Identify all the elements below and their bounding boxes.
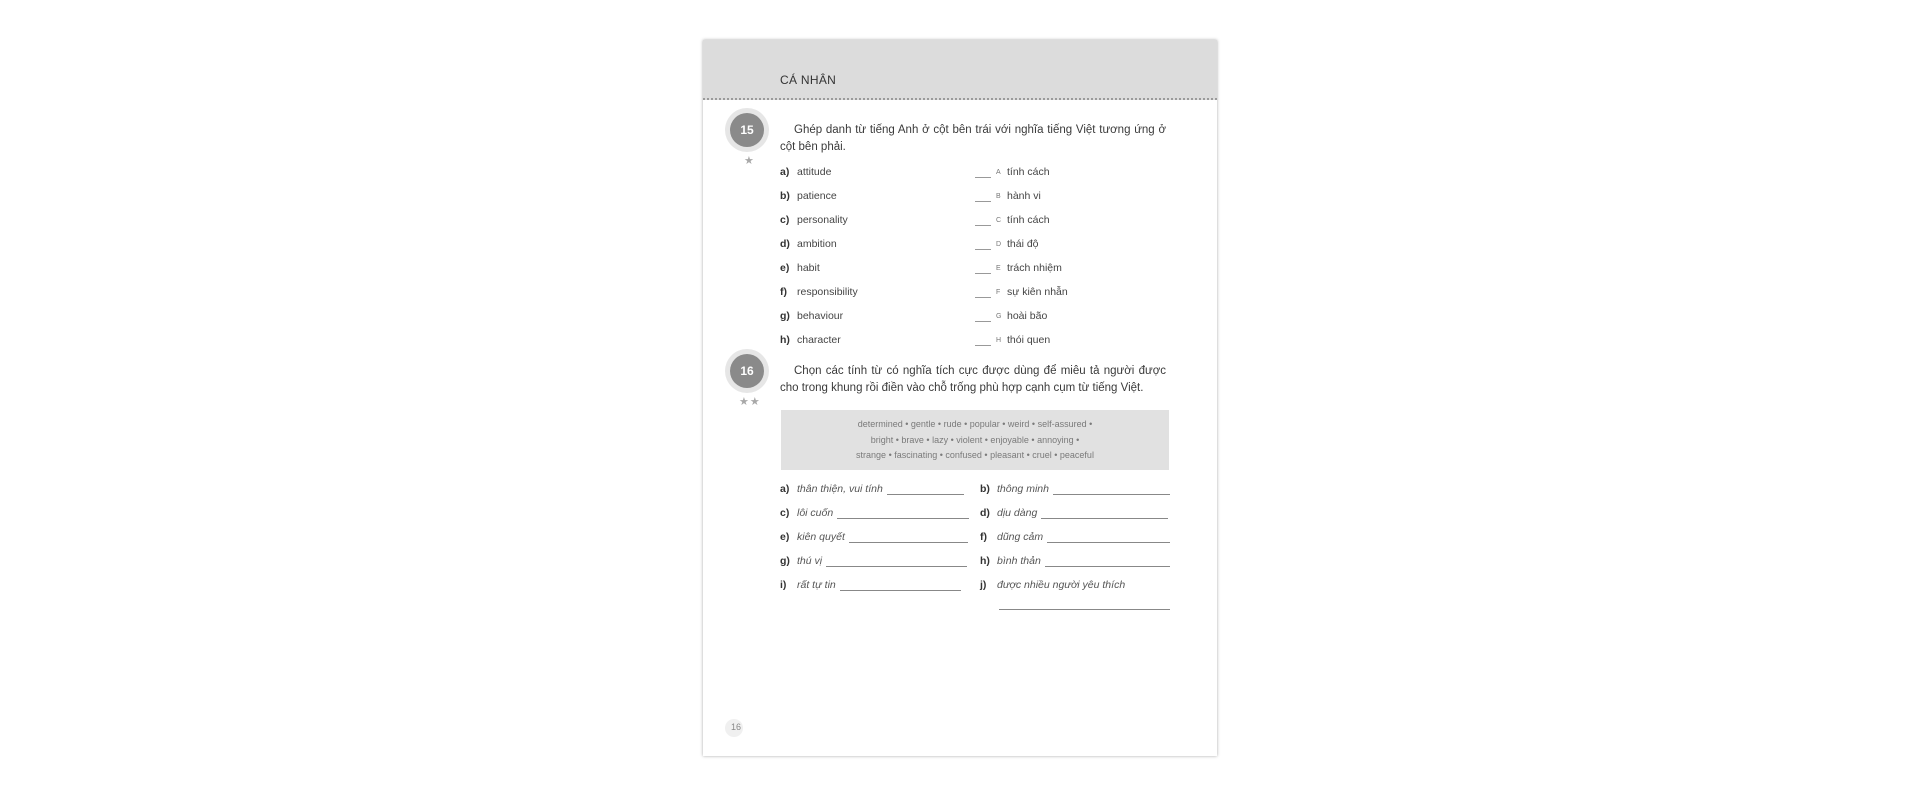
answer-line[interactable]: [1041, 507, 1168, 519]
item-letter: h): [780, 334, 790, 346]
answer-blank[interactable]: [975, 335, 991, 346]
item-letter: d): [780, 238, 790, 250]
difficulty-stars: ★★: [739, 396, 761, 408]
fill-item: [780, 553, 967, 567]
answer-line[interactable]: [826, 555, 967, 567]
answer-blank[interactable]: [975, 263, 991, 274]
item-letter: c): [780, 214, 790, 226]
item-word: thái độ: [1007, 238, 1039, 250]
answer-line[interactable]: [999, 598, 1170, 610]
fill-item: [980, 529, 1170, 543]
list-item: [780, 189, 837, 203]
difficulty-stars: ★: [744, 155, 755, 167]
item-word: hành vi: [1007, 190, 1041, 202]
list-item: [975, 309, 1047, 323]
item-word: trách nhiệm: [1007, 262, 1062, 274]
item-text: dịu dàng: [997, 507, 1038, 519]
item-text: lôi cuốn: [797, 507, 834, 519]
list-item: [780, 261, 820, 275]
fill-item: [980, 481, 1170, 495]
item-word: ambition: [797, 238, 837, 250]
item-letter: b): [780, 190, 790, 202]
item-letter: c): [780, 507, 790, 519]
item-letter: E: [996, 264, 1001, 272]
list-item: [780, 285, 858, 299]
fill-item: [780, 481, 964, 495]
item-word: hoài bão: [1007, 310, 1048, 322]
item-letter: A: [996, 168, 1001, 176]
answer-line[interactable]: [849, 531, 968, 543]
item-letter: g): [780, 555, 790, 567]
fill-item: [780, 577, 961, 591]
list-item: [975, 237, 1039, 251]
item-letter: C: [996, 216, 1002, 224]
item-letter: d): [980, 507, 990, 519]
list-item: [780, 237, 837, 251]
list-item: [975, 333, 1050, 347]
list-item: [975, 261, 1062, 275]
item-letter: a): [780, 166, 790, 178]
item-letter: a): [780, 483, 790, 495]
list-item: [780, 333, 841, 347]
item-word: attitude: [797, 166, 832, 178]
item-letter: e): [780, 531, 790, 543]
answer-blank[interactable]: [975, 215, 991, 226]
answer-line[interactable]: [887, 483, 964, 495]
item-text: bình thản: [997, 555, 1041, 567]
answer-blank[interactable]: [975, 311, 991, 322]
item-text: rất tự tin: [797, 579, 836, 591]
answer-line[interactable]: [840, 579, 961, 591]
list-item: [975, 213, 1050, 227]
item-word: character: [797, 334, 841, 346]
item-letter: f): [980, 531, 987, 543]
workbook-page: [703, 40, 1217, 756]
item-letter: G: [996, 312, 1002, 320]
item-text: thú vị: [797, 555, 823, 567]
item-word: habit: [797, 262, 820, 274]
list-item: [780, 309, 843, 323]
answer-blank[interactable]: [975, 287, 991, 298]
fill-item: [980, 553, 1170, 567]
answer-blank[interactable]: [975, 167, 991, 178]
list-item: [780, 165, 831, 179]
item-letter: e): [780, 262, 790, 274]
answer-blank[interactable]: [975, 191, 991, 202]
item-word: thói quen: [1007, 334, 1051, 346]
item-word: responsibility: [797, 286, 858, 298]
item-word: tính cách: [1007, 166, 1050, 178]
list-item: [975, 165, 1050, 179]
fill-item: [980, 577, 1125, 591]
item-letter: i): [780, 579, 787, 591]
answer-blank[interactable]: [975, 239, 991, 250]
item-letter: F: [996, 288, 1001, 296]
list-item: [780, 213, 848, 227]
word-box-line: bright • brave • lazy • violent • enjoyable • annoying •: [870, 434, 1080, 445]
section-title: CÁ NHÂN: [780, 73, 837, 87]
answer-line[interactable]: [837, 507, 969, 519]
exercise-number-badge: 16: [730, 354, 764, 388]
word-box-line: determined • gentle • rude • popular • weird • self-assured •: [857, 419, 1093, 429]
item-letter: b): [980, 483, 990, 495]
answer-line[interactable]: [1053, 483, 1170, 495]
item-text: thông minh: [997, 483, 1049, 495]
answer-line[interactable]: [1045, 555, 1170, 567]
fill-item: [780, 529, 968, 543]
exercise-number-badge: 15: [730, 113, 764, 147]
item-letter: H: [996, 336, 1002, 344]
list-item: [975, 189, 1041, 203]
item-word: tính cách: [1007, 214, 1050, 226]
item-letter: h): [980, 555, 990, 567]
item-letter: j): [980, 579, 987, 591]
item-letter: f): [780, 286, 787, 298]
item-text: kiên quyết: [797, 531, 845, 543]
exercise-instruction: Ghép danh từ tiếng Anh ở cột bên trái với nghĩa tiếng Việt tương ứng ở cột bên phải.: [780, 124, 1166, 153]
exercise-instruction: Chọn các tính từ có nghĩa tích cực được dùng để miêu tả người được cho trong khung rồi điền vào chỗ trống phù hợp cạnh cụm từ tiếng Việt.: [780, 365, 1166, 394]
item-word: personality: [797, 214, 848, 226]
item-word: sự kiên nhẫn: [1007, 286, 1068, 298]
item-text: được nhiều người yêu thích: [997, 579, 1126, 591]
item-letter: B: [996, 192, 1001, 200]
item-word: patience: [797, 190, 837, 202]
item-letter: g): [780, 310, 790, 322]
page-header: [703, 40, 1217, 100]
word-box: [781, 410, 1169, 470]
item-word: behaviour: [797, 310, 844, 322]
fill-item: [980, 505, 1168, 519]
word-box-line: strange • fascinating • confused • pleasant • cruel • peaceful: [856, 450, 1094, 460]
page-number: 16: [731, 722, 742, 732]
fill-item: [780, 505, 969, 519]
item-text: dũng cảm: [997, 531, 1044, 543]
answer-line[interactable]: [1047, 531, 1170, 543]
item-text: thân thiện, vui tính: [797, 483, 883, 495]
item-letter: D: [996, 240, 1002, 248]
list-item: [975, 285, 1068, 299]
